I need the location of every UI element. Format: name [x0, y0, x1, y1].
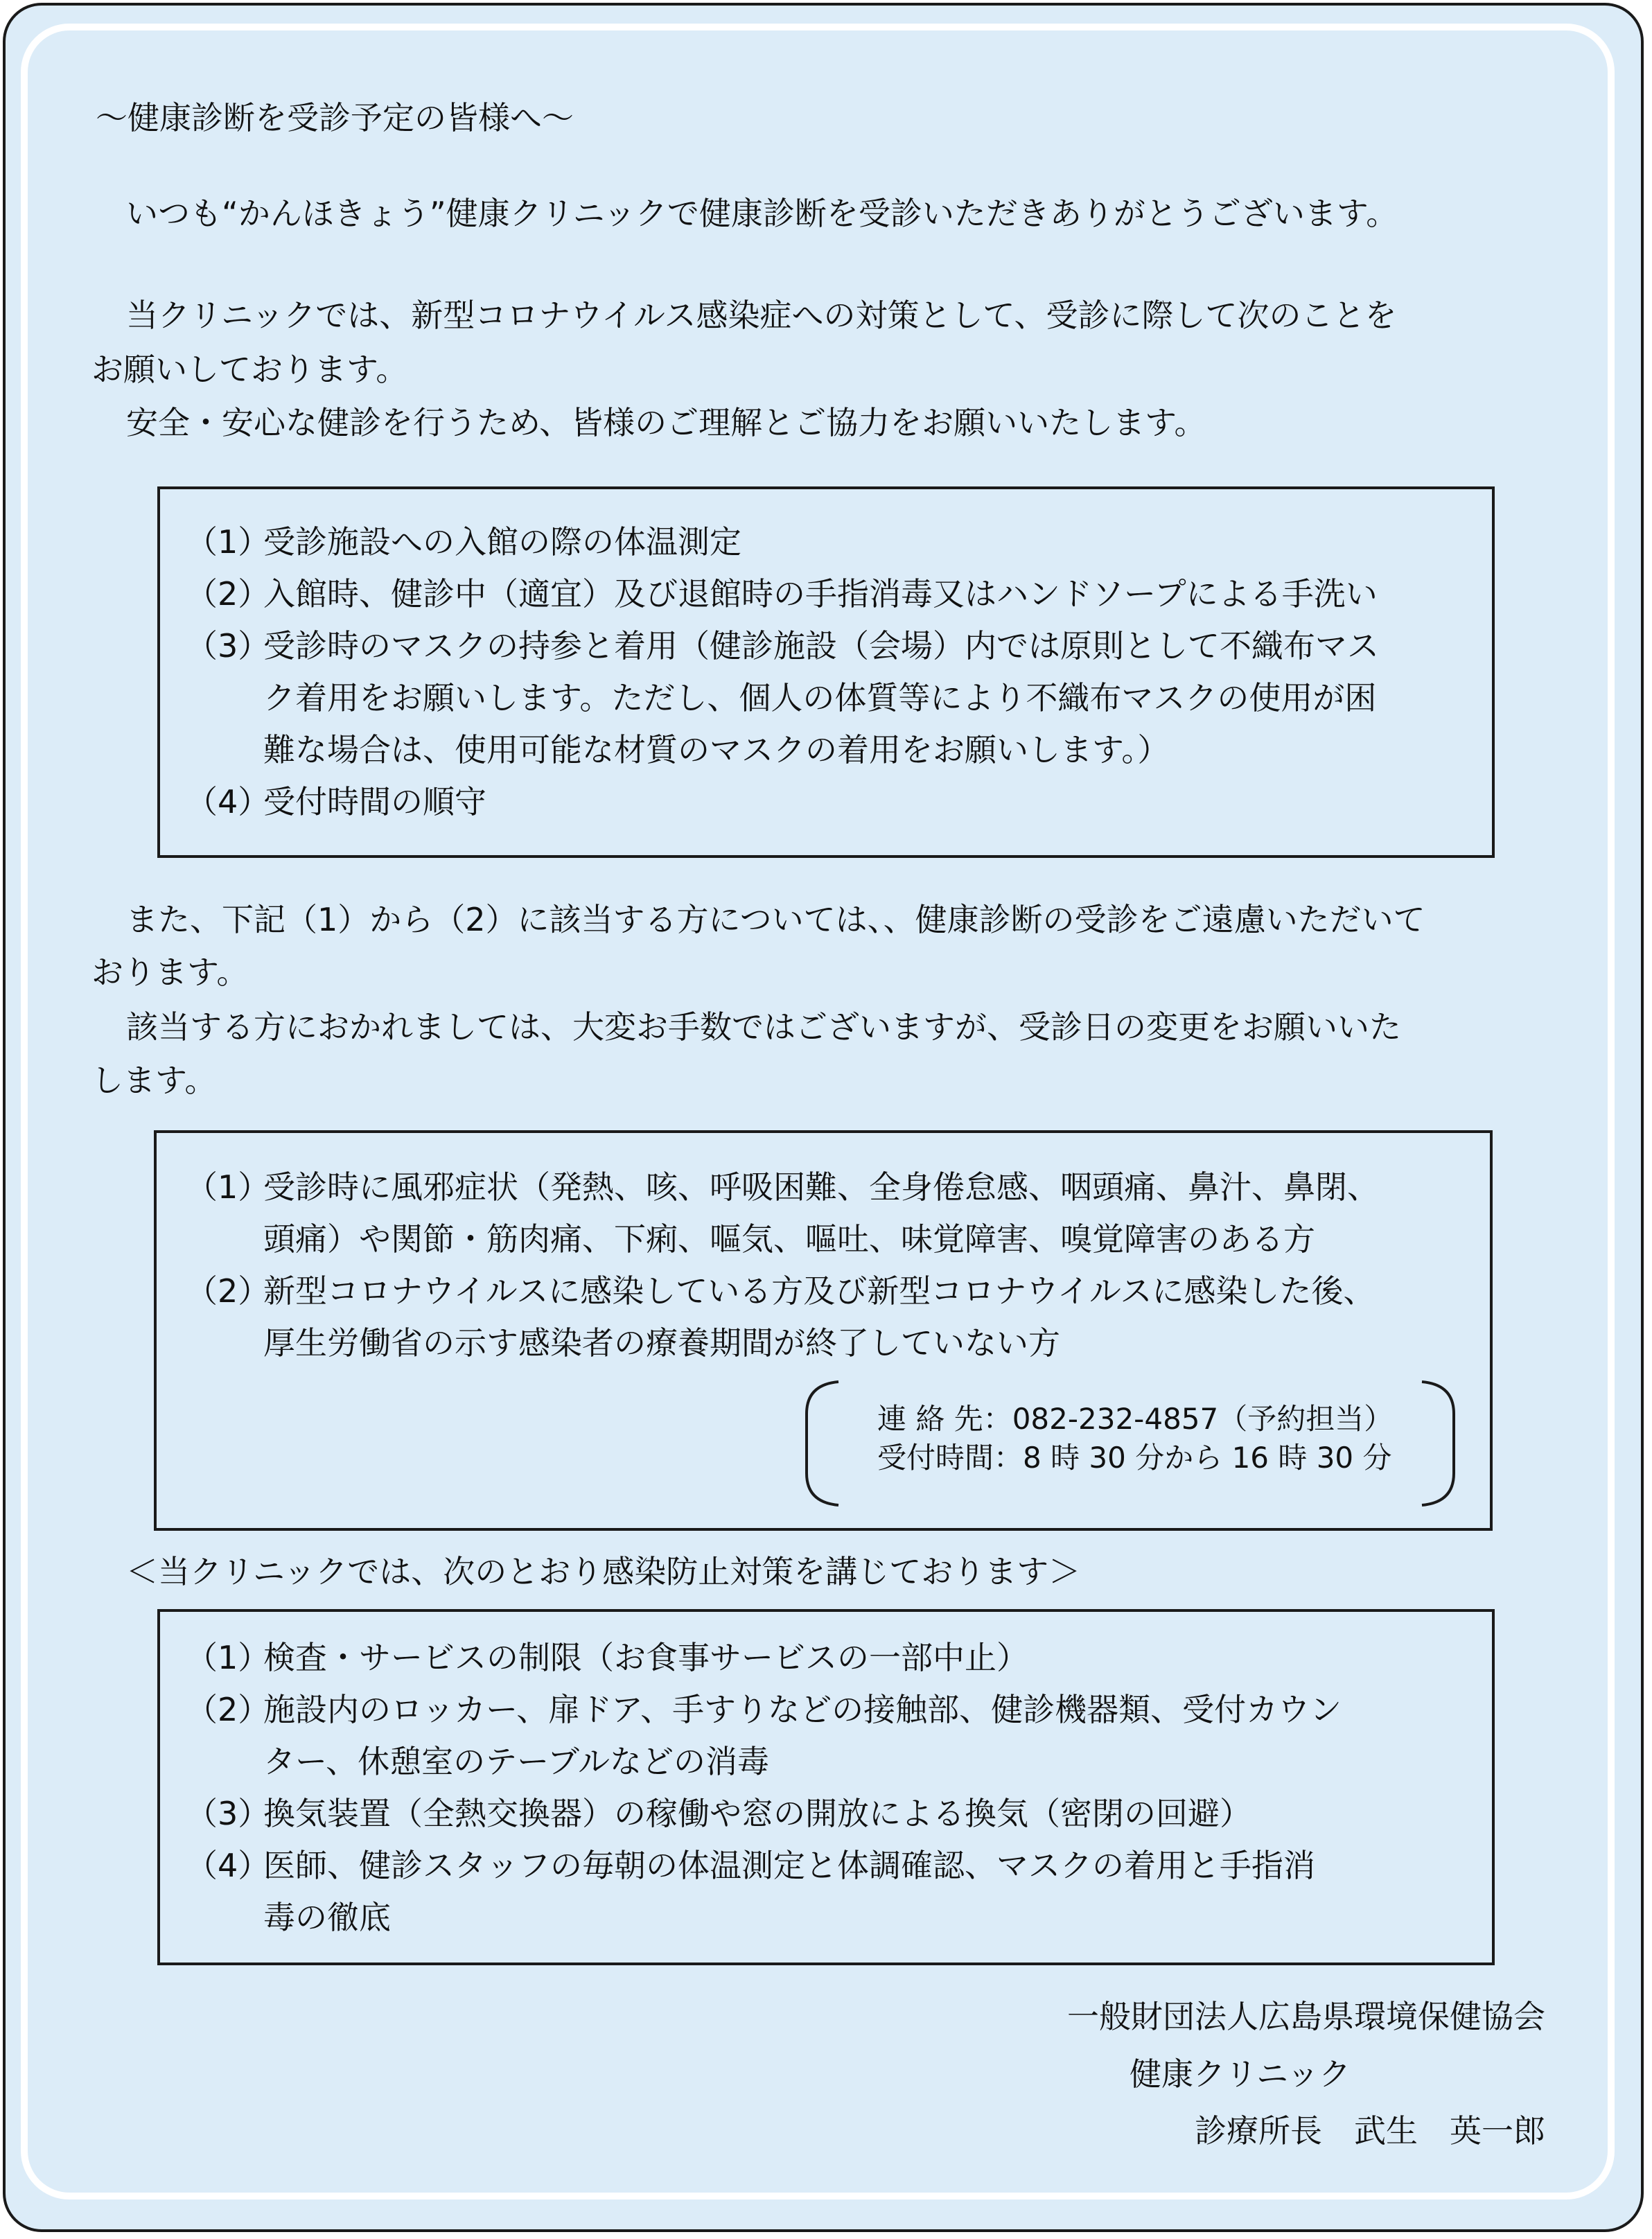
- list-item-text: 難な場合は、使用可能な材質のマスクの着用をお願いします。）: [263, 731, 1170, 769]
- list-item-text: ク着用をお願いします。ただし、個人の体質等により不織布マスクの使用が困: [263, 679, 1377, 717]
- para2-line3: 該当する方におかれましては、大変お手数ではございますが、受診日の変更をお願いいた: [126, 1008, 1401, 1046]
- list-item-text: ター、休憩室のテーブルなどの消毒: [263, 1743, 770, 1780]
- list-item-number: （2）: [186, 1272, 270, 1310]
- contact-right-bracket: [1416, 1379, 1458, 1508]
- para1-line2: お願いしております。: [91, 351, 408, 388]
- signature-director: 診療所長 武生 英一郎: [1195, 2112, 1545, 2150]
- list-item-text: 受診時のマスクの持参と着用（健診施設（会場）内では原則として不織布マス: [263, 627, 1379, 665]
- para2-line2: おります。: [91, 954, 249, 991]
- signature-clinic: 健康クリニック: [1130, 2055, 1351, 2093]
- list-item-number: （1）: [186, 1639, 270, 1676]
- list-item-number: （3）: [186, 1795, 270, 1832]
- para1-line3: 安全・安心な健診を行うため、皆様のご理解とご協力をお願いいたします。: [126, 404, 1206, 441]
- list-item-number: （1）: [186, 1168, 270, 1206]
- intro-text: いつも“かんほきょう”健康クリニックで健康診断を受診いただきありがとうございます。: [126, 195, 1398, 232]
- section3-title: ＜当クリニックでは、次のとおり感染防止対策を講じております＞: [126, 1553, 1081, 1590]
- list-item-number: （3）: [186, 627, 270, 665]
- list-item-number: （4）: [186, 1847, 270, 1884]
- list-item-text: 新型コロナウイルスに感染している方及び新型コロナウイルスに感染した後、: [263, 1272, 1376, 1310]
- list-item-text: 毒の徹底: [263, 1899, 391, 1936]
- para1-line1: 当クリニックでは、新型コロナウイルス感染症への対策として、受診に際して次のことを: [126, 297, 1397, 334]
- list-item-text: 受診時に風邪症状（発熱、咳、呼吸困難、全身倦怠感、咽頭痛、鼻汁、鼻閉、: [263, 1168, 1379, 1206]
- list-item-text: 受付時間の順守: [263, 783, 486, 820]
- list-item-text: 検査・サービスの制限（お食事サービスの一部中止）: [263, 1639, 1028, 1676]
- para2-line4: します。: [91, 1062, 217, 1099]
- para2-line1: また、下記（1）から（2）に該当する方については、、健康診断の受診をご遠慮いただいて: [126, 901, 1425, 938]
- list-item-number: （2）: [186, 575, 270, 613]
- list-item-text: 換気装置（全熱交換器）の稼働や窓の開放による換気（密閉の回避）: [263, 1795, 1251, 1832]
- list-item-text: 施設内のロッカー、扉ドア、手すりなどの接触部、健診機器類、受付カウン: [263, 1691, 1342, 1728]
- contact-left-bracket: [802, 1379, 844, 1508]
- list-item-text: 厚生労働省の示す感染者の療養期間が終了していない方: [263, 1324, 1060, 1362]
- list-item-text: 医師、健診スタッフの毎朝の体温測定と体調確認、マスクの着用と手指消: [263, 1847, 1315, 1884]
- list-item-text: 頭痛）や関節・筋肉痛、下痢、嘔気、嘔吐、味覚障害、嗅覚障害のある方: [263, 1220, 1315, 1258]
- list-item-number: （2）: [186, 1691, 270, 1728]
- list-item-number: （1）: [186, 523, 270, 561]
- list-item-text: 入館時、健診中（適宜）及び退館時の手指消毒又はハンドソープによる手洗い: [263, 575, 1378, 613]
- list-item-text: 受診施設への入館の際の体温測定: [263, 523, 741, 561]
- signature-org: 一般財団法人広島県環境保健協会: [1067, 1998, 1545, 2035]
- list-item-number: （4）: [186, 783, 270, 820]
- contact-phone: 連 絡 先：082-232-4857（予約担当）: [877, 1402, 1394, 1436]
- notice-heading: ～健康診断を受診予定の皆様へ～: [96, 99, 574, 137]
- contact-hours: 受付時間：8 時 30 分から 16 時 30 分: [877, 1441, 1392, 1475]
